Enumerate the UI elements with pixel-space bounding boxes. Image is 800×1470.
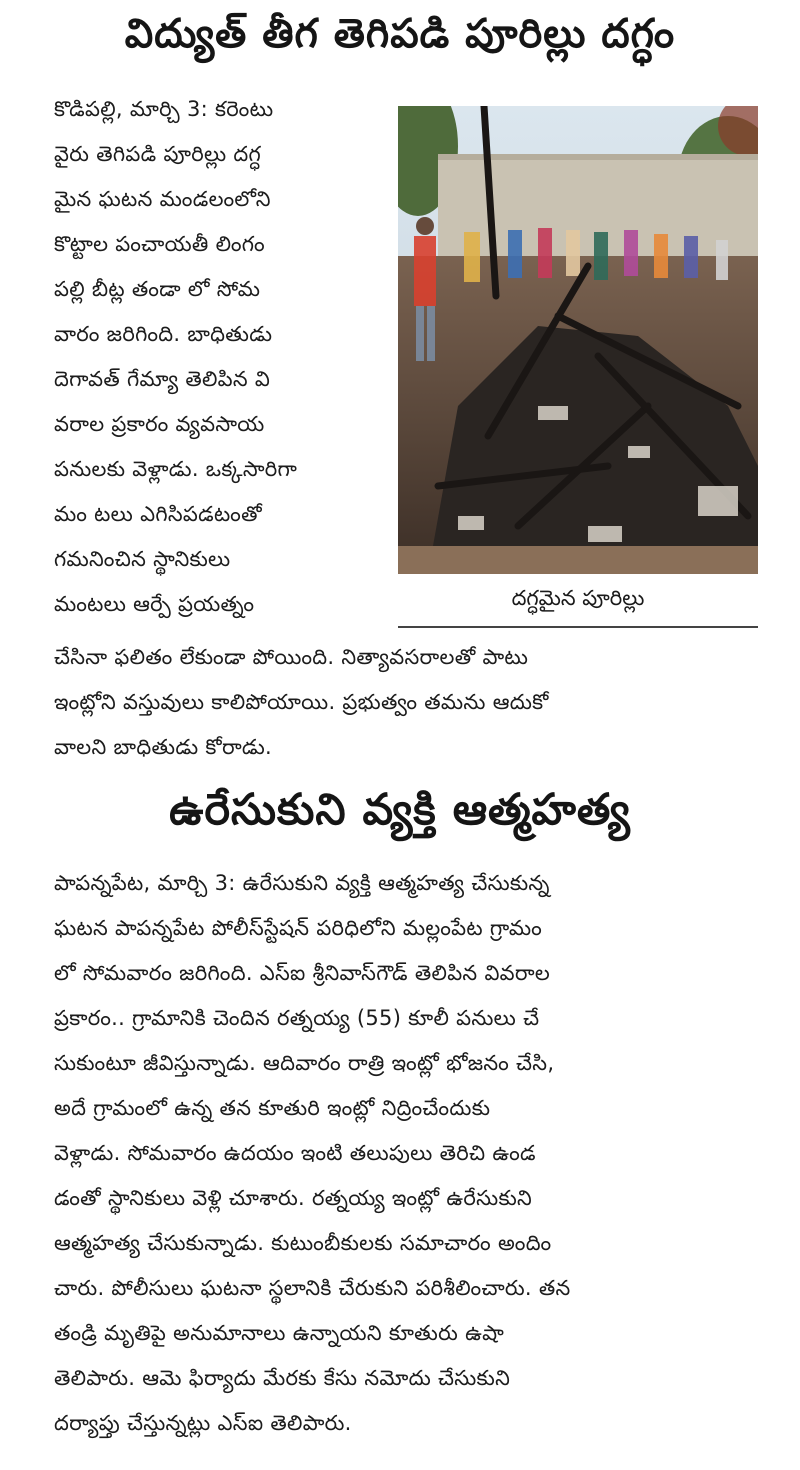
photo-illustration: [398, 106, 758, 574]
photo-caption: దగ్ధమైన పూరిల్లు: [511, 586, 645, 610]
text-line: పాపన్నపేట, మార్చి 3: ఉరేసుకుని వ్యక్తి ఆత్మహత్య చేసుకున్న: [54, 871, 550, 895]
text-line: ప్రకారం.. గ్రామానికి చెందిన రత్నయ్య (55) కూలీ పనులు చే: [54, 1006, 540, 1030]
text-line: ఇంట్లోని వస్తువులు కాలిపోయాయి. ప్రభుత్వం తమను ఆదుకో: [54, 690, 549, 714]
text-line: తెలిపారు. ఆమె ఫిర్యాదు మేరకు కేసు నమోదు చేసుకుని: [54, 1366, 511, 1390]
burnt-hut-photo: [398, 106, 758, 574]
article1-headline: విద్యుత్ తీగ తెగిపడి పూరిల్లు దగ్ధం: [124, 11, 676, 57]
text-line: తండ్రి మృతిపై అనుమానాలు ఉన్నాయని కూతురు ఉషా: [54, 1321, 505, 1345]
text-line: చేసినా ఫలితం లేకుండా పోయింది. నిత్యావసరాలతో పాటు: [54, 645, 529, 669]
text-line: వైరు తెగిపడి పూరిల్లు దగ్ధ: [54, 142, 262, 166]
text-line: అదే గ్రామంలో ఉన్న తన కూతురి ఇంట్లో నిద్రించేందుకు: [54, 1096, 491, 1120]
text-line: చారు. పోలీసులు ఘటనా స్థలానికి చేరుకుని పరిశీలించారు. తన: [54, 1276, 571, 1300]
text-line: మం టలు ఎగిసిపడటంతో: [54, 502, 262, 526]
article2-body: [54, 860, 766, 1460]
text-line: గమనించిన స్థానికులు: [54, 547, 231, 571]
text-line: కొట్టాల పంచాయతీ లింగం: [54, 232, 265, 256]
text-line: పనులకు వెళ్లాడు. ఒక్కసారిగా: [54, 457, 298, 481]
text-line: ఘటన పాపన్నపేట పోలీస్‌స్టేషన్ పరిధిలోని మల్లంపేట గ్రామం: [54, 916, 543, 940]
text-line: మైన ఘటన మండలంలోని: [54, 187, 271, 211]
caption-divider: [398, 626, 758, 628]
text-line: ఆత్మహత్య చేసుకున్నాడు. కుటుంబీకులకు సమాచారం అందిం: [54, 1231, 552, 1255]
text-line: పల్లి బీట్ల తండా లో సోమ: [54, 277, 261, 301]
text-line: దెగావత్ గేమ్యా తెలిపిన వి: [54, 367, 271, 391]
text-line: వరాల ప్రకారం వ్యవసాయ: [54, 412, 265, 436]
text-line: లో సోమవారం జరిగింది. ఎస్ఐ శ్రీనివాస్‌గౌడ్ తెలిపిన వివరాల: [54, 961, 551, 985]
article1-narrow-column: [54, 86, 384, 634]
text-line: వెళ్లాడు. సోమవారం ఉదయం ఇంటి తలుపులు తెరిచి ఉండ: [54, 1141, 536, 1165]
article2-headline: ఉరేసుకుని వ్యక్తి ఆత్మహత్య: [169, 785, 631, 835]
text-line: కొడిపల్లి, మార్చి 3: కరెంటు: [54, 97, 274, 121]
text-line: వాలని బాధితుడు కోరాడు.: [54, 735, 273, 759]
article1-wide-column: [54, 634, 760, 772]
text-line: వారం జరిగింది. బాధితుడు: [54, 322, 273, 346]
text-line: మంటలు ఆర్పే ప్రయత్నం: [54, 592, 255, 616]
text-line: దర్యాప్తు చేస్తున్నట్లు ఎస్ఐ తెలిపారు.: [54, 1411, 352, 1435]
text-line: డంతో స్థానికులు వెళ్లి చూశారు. రత్నయ్య ఇంట్లో ఉరేసుకుని: [54, 1186, 533, 1210]
text-line: సుకుంటూ జీవిస్తున్నాడు. ఆదివారం రాత్రి ఇంట్లో భోజనం చేసి,: [54, 1051, 555, 1075]
